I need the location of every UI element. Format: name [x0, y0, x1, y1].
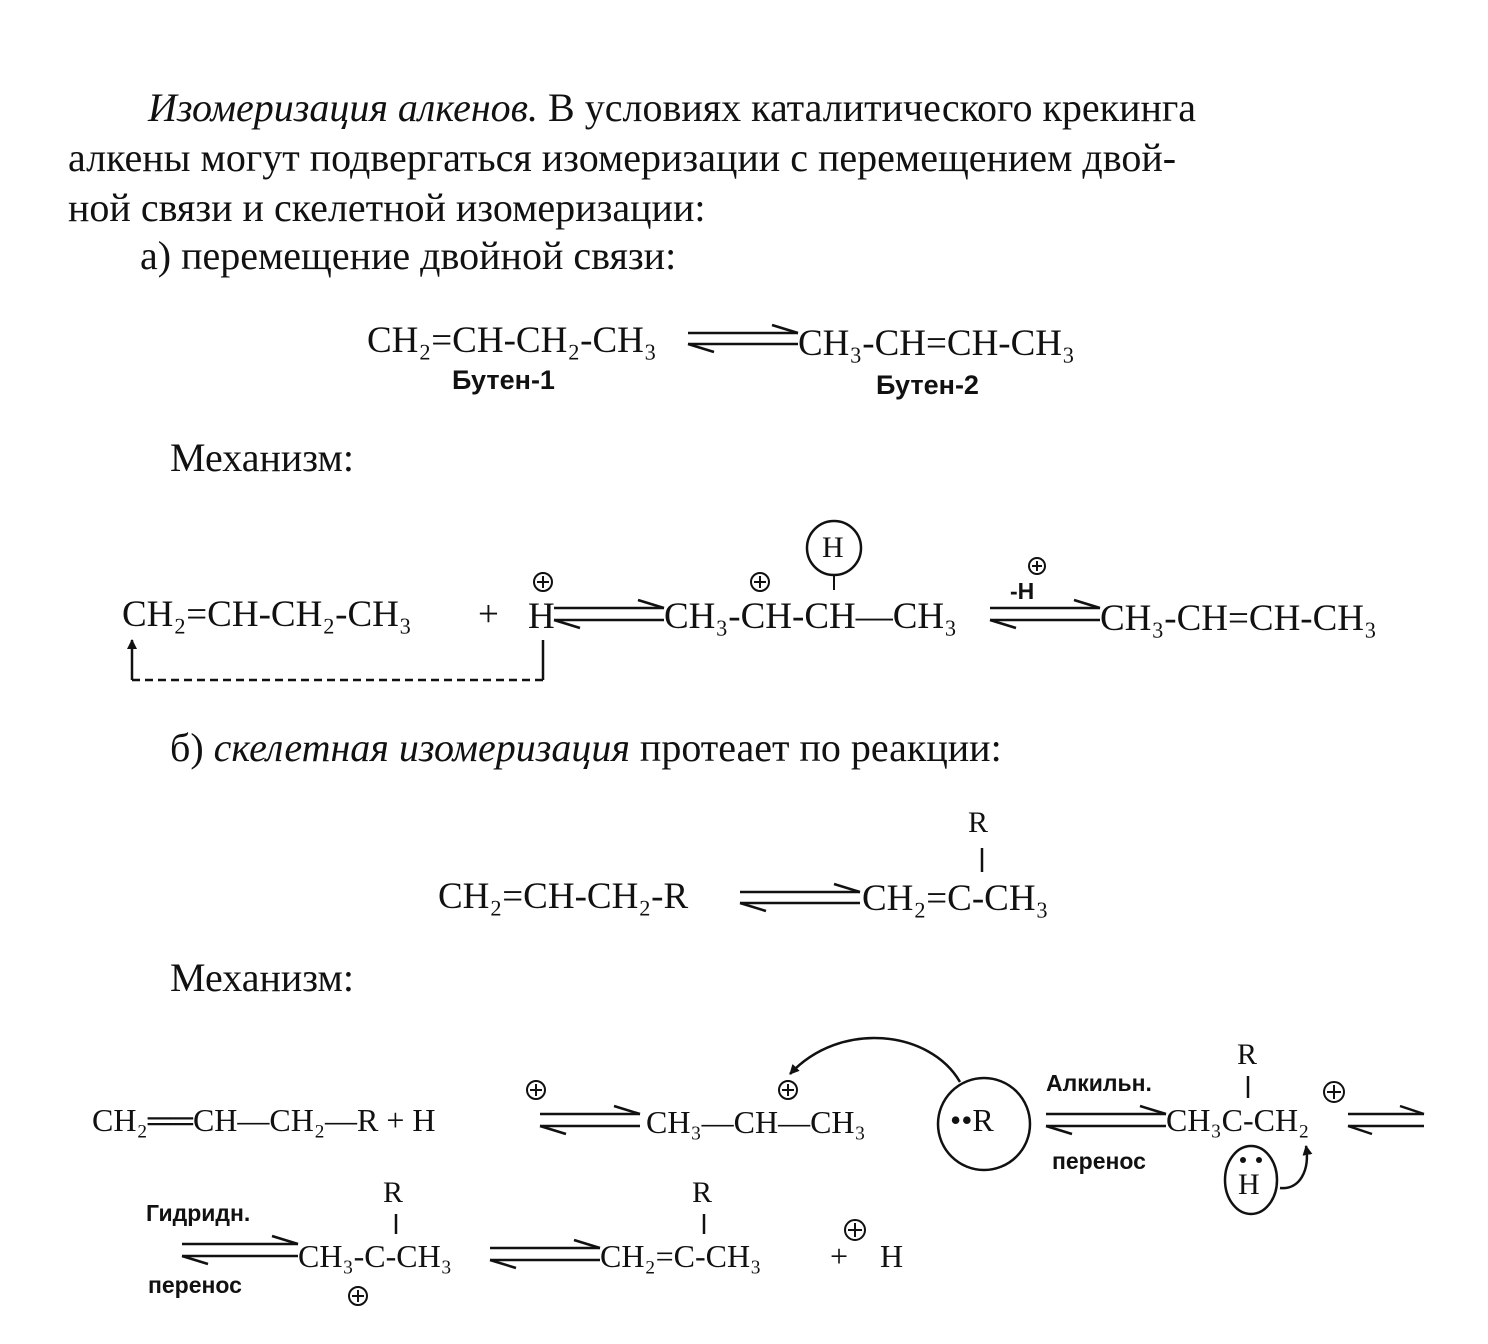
equilibrium-arrow-a: [688, 325, 798, 352]
mech-a-proton: H: [528, 596, 555, 637]
mech-b-equilibrium-arrow-3: [490, 1240, 600, 1268]
eq-b-substituent-r: R: [968, 806, 989, 839]
mech-b-equilibrium-arrow-1: [540, 1106, 640, 1134]
mech-a-circled-h: [807, 521, 861, 575]
mech-b-final-r: R: [692, 1176, 713, 1209]
mech-a-intermediate: CH₃-CH-CH—CH₃: [664, 596, 958, 637]
eq-b-left: CH₂=CH-CH₂-R: [438, 876, 689, 917]
mech-b-reactant: CH₂══CH—CH₂—R + H: [92, 1102, 436, 1138]
mech-b-circled-h-label: H: [1238, 1168, 1260, 1201]
mech-a-product: CH₃-CH=CH-CH₃: [1100, 598, 1377, 639]
mech-a-equilibrium-arrow-2: [990, 600, 1100, 628]
mech-b-alkyl-arrow: [1046, 1106, 1166, 1134]
section-a-heading: а) перемещение двойной связи:: [140, 233, 677, 278]
butene1-formula: CH₂=CH-CH₂-CH₃: [367, 320, 657, 361]
mech-b-alkyl-arrow-top: Алкильн.: [1046, 1070, 1152, 1096]
paragraph-lead-italic: Изомеризация алкенов.: [148, 85, 539, 130]
mechanism-a-title: Механизм:: [170, 435, 354, 480]
mech-b-final-plus: +: [830, 1238, 849, 1274]
paragraph-line-3: ной связи и скелетной изомеризации:: [68, 185, 706, 230]
mech-b-circled-r-label: ••R: [950, 1102, 994, 1138]
mech-a-return-arrow: [132, 640, 543, 680]
mech-b-hydride-arrow-top: Гидридн.: [146, 1200, 251, 1226]
mech-b-hydride-arrow: [182, 1236, 298, 1264]
paragraph-line-1-rest: В условиях каталитического крекинга: [538, 85, 1197, 130]
mech-b-final-product: CH₂=C-CH₃: [600, 1238, 762, 1274]
equilibrium-arrow-b: [740, 884, 860, 911]
section-b-prefix: б): [170, 725, 214, 770]
charge-plus-icon: [534, 558, 1045, 591]
paragraph-line-2: алкены могут подвергаться изомеризации с перемещением двой-: [68, 135, 1177, 180]
section-b-italic: скелетная изомеризация: [213, 725, 630, 770]
mech-b-hydride-arrow-bottom: перенос: [148, 1272, 242, 1298]
mech-b-cation-r: R: [383, 1176, 404, 1209]
section-b-suffix: протеает по реакции:: [629, 725, 1002, 770]
mech-b-circled-r: [938, 1078, 1030, 1170]
mech-b-circled-h: [1225, 1146, 1277, 1214]
mech-b-product: CH₃C-CH₂: [1166, 1102, 1310, 1138]
eq-b-right: CH₂=C-CH₃: [862, 878, 1049, 919]
mech-b-intermediate: CH₃—CH—CH₃: [646, 1104, 866, 1140]
mech-a-minus-h: -H: [1010, 578, 1035, 604]
mech-b-product-r: R: [1237, 1038, 1258, 1071]
mech-a-plus: +: [478, 594, 499, 635]
butene2-label: Бутен-2: [876, 370, 979, 400]
butene1-label: Бутен-1: [452, 365, 555, 395]
charge-plus-icon: [527, 1081, 1344, 1102]
mech-a-circled-h-label: H: [822, 531, 844, 564]
butene2-formula: CH₃-CH=CH-CH₃: [798, 323, 1075, 364]
charge-plus-icon: [349, 1220, 865, 1305]
mech-b-hydride-hook-arrow: [1280, 1146, 1307, 1188]
mech-a-reactant: CH₂=CH-CH₂-CH₃: [122, 594, 412, 635]
mech-b-final-h: H: [880, 1238, 904, 1274]
mech-b-equilibrium-arrow-2: [1348, 1106, 1424, 1134]
mech-a-equilibrium-arrow-1: [554, 600, 664, 628]
mech-b-cation: CH₃-C-CH₃: [298, 1238, 452, 1274]
mech-b-alkyl-arrow-bottom: перенос: [1052, 1148, 1146, 1174]
mech-b-migration-arrow: [790, 1038, 960, 1082]
mechanism-b-title: Механизм:: [170, 955, 354, 1000]
